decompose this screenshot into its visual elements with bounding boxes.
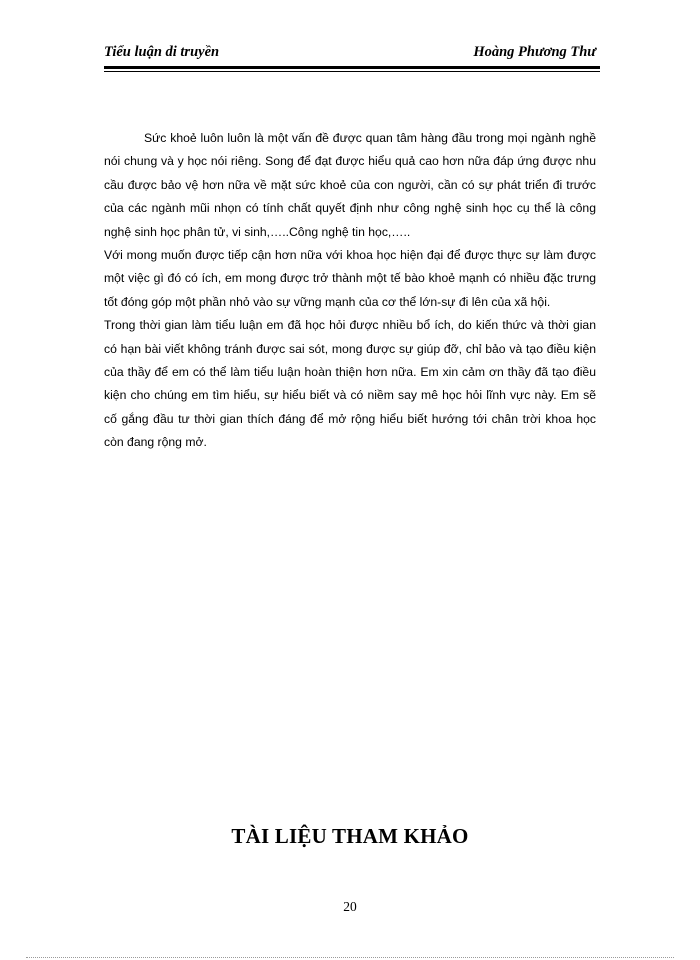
- section-title-references: TÀI LIỆU THAM KHẢO: [231, 824, 469, 848]
- header-author: Hoàng Phương Thư: [473, 44, 596, 60]
- page-number: 20: [343, 899, 357, 914]
- paragraph-intro: Sức khoẻ luôn luôn là một vấn đề được quan tâm hàng đầu trong mọi ngành nghề nói chung và y học nói riêng. Song để đạt được hiểu quả cao hơn nữa đáp ứng được nhu cầu được bảo vệ hơn nữa về mặt sức khoẻ của con người, cần có sự phát triển đi trước của các ngành mũi nhọn có tính chất quyết định như công nghệ sinh học cụ thể là công nghệ sinh học phân tử, vi sinh,…..Công nghệ tin học,…..: [104, 131, 596, 239]
- header-rule-thick: [104, 66, 600, 69]
- paragraph-thanks: Trong thời gian làm tiểu luận em đã học hỏi được nhiều bổ ích, do kiến thức và thời gian có hạn bài viết không tránh được sai sót, mong được sự giúp đỡ, chỉ bảo và tạo điều kiện của thầy để em có thể làm tiểu luận hoàn thiện hơn nữa. Em xin cảm ơn thầy đã tạo điều kiện cho chúng em tìm hiểu, sự hiểu biết và có niềm say mê học hỏi lĩnh vực này. Em sẽ cố gắng đầu tư thời gian thích đáng để mở rộng hiểu biết hướng tới chân trời khoa học còn đang rộng mở.: [104, 318, 596, 450]
- body-text: [104, 127, 596, 455]
- header-rule-thin: [104, 71, 600, 72]
- page-header: [104, 44, 600, 66]
- header-title: Tiểu luận di truyền: [104, 44, 220, 60]
- paragraph-aspiration: Với mong muốn được tiếp cận hơn nữa với khoa học hiện đại để được thực sự làm được một việc gì đó có ích, em mong được trở thành một tế bào khoẻ mạnh có nhiều đặc trưng tốt đóng góp một phần nhỏ vào sự vững mạnh của cơ thể lớn-sự đi lên của xã hội.: [104, 248, 596, 309]
- page-bottom-divider: [26, 957, 674, 958]
